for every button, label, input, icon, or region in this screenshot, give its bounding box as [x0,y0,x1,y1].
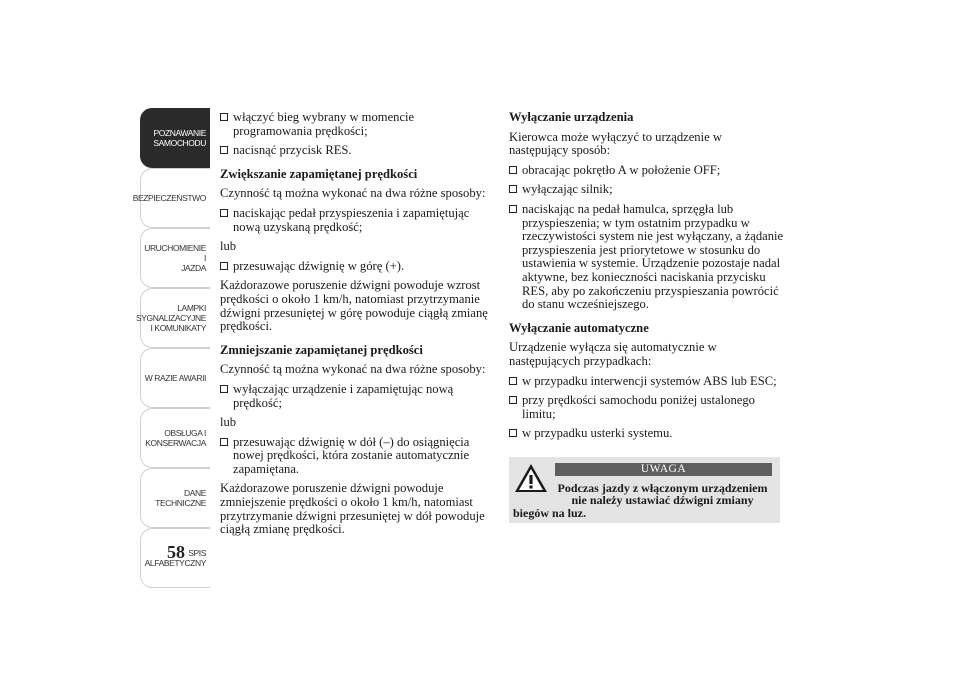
list-item: naciskając pedał przyspieszenia i zapamiętując nową uzyskaną prędkość; [220,207,495,234]
warning-text-line: nie należy ustawiać dźwigni zmiany [571,493,754,508]
tab-poznawanie-samochodu[interactable]: POZNAWANIE SAMOCHODU [140,108,210,168]
section-heading: Zmniejszanie zapamiętanej prędkości [220,342,423,357]
left-column [220,111,495,543]
paragraph: lub [220,415,237,430]
tab-lampki-sygnalizacyjne[interactable]: LAMPKI SYGNALIZACYJNE I KOMUNIKATY [140,288,210,348]
list-item: w przypadku usterki systemu. [509,427,784,441]
list-item: przesuwając dźwignię w dół (–) do osiągnięcia nowej prędkości, która zostanie automatycznie zapamiętana. [220,436,495,477]
section-heading: Wyłączanie urządzenia [509,110,634,124]
list-item: wyłączając silnik; [509,183,784,197]
list-item: nacisnąć przycisk RES. [220,144,495,158]
list-item: włączyć bieg wybrany w momencie programowania prędkości; [220,111,495,138]
tab-bezpieczenstwo[interactable]: BEZPIECZEŃSTWO [140,168,210,228]
list-item: naciskając na pedał hamulca, sprzęgła lub przyspieszenia; w tym ostatnim przypadku w rzeczywistości system nie jest wyłączany, a żądanie przyspieszenia jest priorytetowe w stosunku do ustawienia w systemie. Urządzenie pozostaje nadal aktywne, bez konieczności naciskania przycisku RES, aby po zakończeniu przyspieszania powrócić do stanu wcześniejszego. [509,203,784,312]
paragraph: Urządzenie wyłącza się automatycznie w następujących przypadkach: [509,340,717,368]
list-item: przy prędkości samochodu poniżej ustalonego limitu; [509,394,784,421]
section-heading: Zwiększanie zapamiętanej prędkości [220,166,418,181]
tab-w-razie-awarii[interactable]: W RAZIE AWARII [140,348,210,408]
tab-dane-techniczne[interactable]: DANE TECHNICZNE [140,468,210,528]
warning-text [513,480,772,521]
warning-text-line: Podczas jazdy z włączonym urządzeniem [557,480,768,495]
paragraph: Kierowca może wyłączyć to urządzenie w następujący sposób: [509,129,722,158]
section-heading: Wyłączanie automatyczne [509,320,649,335]
right-column [509,111,784,523]
warning-triangle-icon [514,463,548,493]
tab-spis-alfabetyczny[interactable]: SPIS ALFABETYCZNY [140,528,210,588]
list-item: w przypadku interwencji systemów ABS lub ESC; [509,375,784,389]
tab-obsluga-i-konserwacja[interactable]: OBSŁUGA I KONSERWACJA [140,408,210,468]
tab-uruchomienie-i-jazda[interactable]: URUCHOMIENIE I JAZDA [140,228,210,288]
list-item: wyłączając urządzenie i zapamiętując nową prędkość; [220,383,495,410]
paragraph: lub [220,239,237,254]
warning-box [509,457,780,523]
page-number: 58 [167,542,185,562]
warning-text-line: biegów na luz. [513,506,587,521]
paragraph: Każdorazowe poruszenie dźwigni powoduje wzrost prędkości o około 1 km/h, natomiast przytrzymanie dźwigni przesuniętej w górę powoduje ciągłą zmianę prędkości. [220,278,488,334]
warning-title: UWAGA [555,463,772,476]
paragraph: Czynność tą można wykonać na dwa różne sposoby: [220,186,486,201]
paragraph: Czynność tą można wykonać na dwa różne sposoby: [220,362,486,377]
list-item: przesuwając dźwignię w górę (+). [220,260,495,274]
list-item: obracając pokrętło A w położenie OFF; [509,164,784,178]
paragraph: Każdorazowe poruszenie dźwigni powoduje zmniejszenie prędkości o około 1 km/h, natomiast przytrzymanie dźwigni przesuniętej w dół powoduje ciągłą zmianę prędkości. [220,481,485,537]
